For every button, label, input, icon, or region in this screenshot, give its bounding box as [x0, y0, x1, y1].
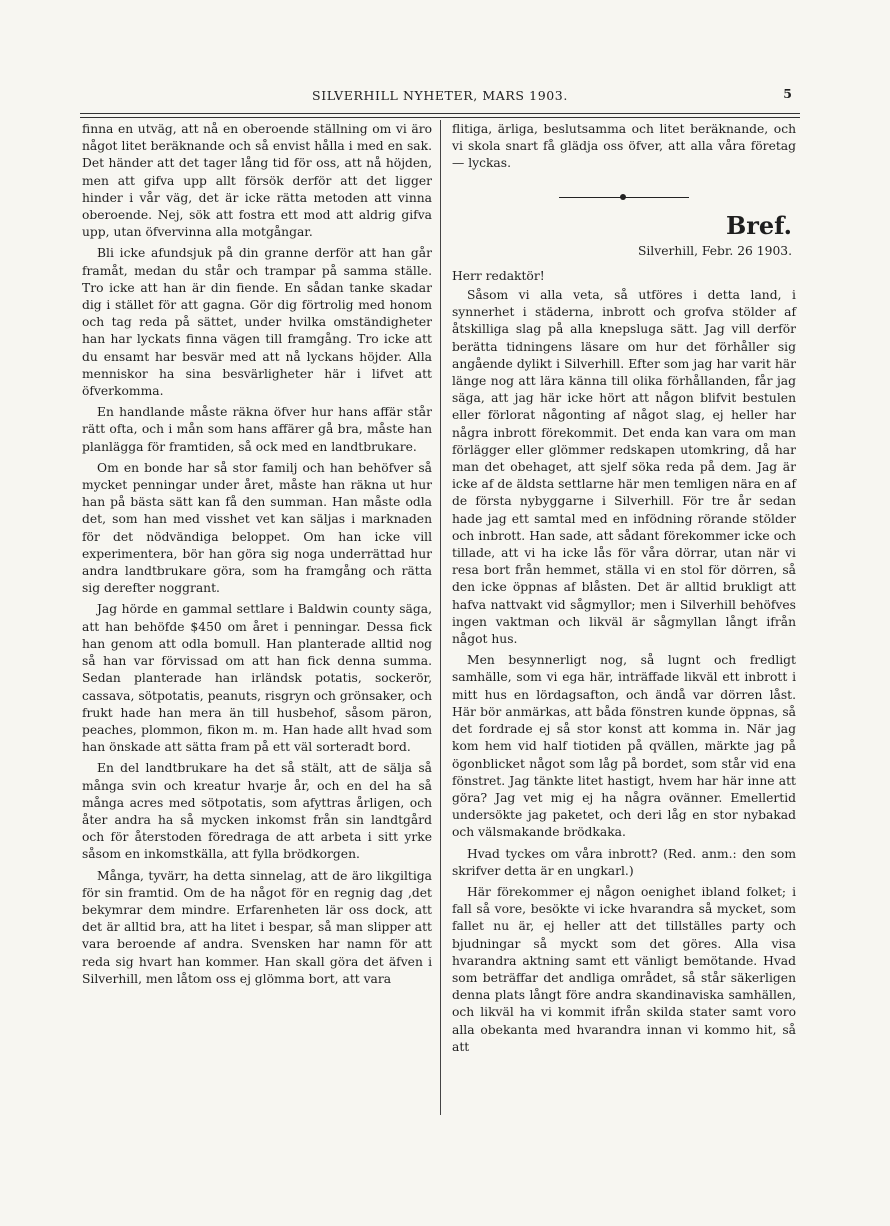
article-salutation: Herr redaktör!: [452, 268, 545, 283]
paragraph: En handlande måste räkna öfver hur hans affär står rätt ofta, och i mån som hans affärer gå bra, måste han planlägga för framtiden, så ock med en landtbrukare.: [82, 405, 432, 454]
page-header: [80, 86, 800, 110]
header-rule: [80, 113, 800, 114]
right-column: [452, 121, 796, 1060]
article-dateline: Silverhill, Febr. 26 1903.: [637, 243, 792, 258]
header-rule-secondary: [80, 117, 800, 118]
paragraph: En del landtbrukare ha det så stält, att de sälja så många svin och kreatur hvarje år, och en del ha så många acres med sötpotatis, som afyttras årligen, och åter andra ha så mycken inkomst från sin landtgård och för återstoden föredraga de att arbeta i sitt yrke såsom en inkomstkälla, att fylla brödkorgen.: [82, 761, 432, 862]
paragraph: Här förekommer ej någon oenighet ibland folket; i fall så vore, besökte vi icke hvarandra så mycket, som fallet nu är, ej heller att det tillställes party och bjudningar så myckt som det göres. Alla visa hvarandra aktning samt ett vänligt bemötande. Hvad som beträffar det andliga området, så står säkerligen denna plats långt före andra skandinaviska samhällen, och likväl ha vi kommit ifrån skilda stater samt voro alla obekanta med hvarandra innan vi kommo hit, så att: [452, 884, 796, 1054]
paragraph: Om en bonde har så stor familj och han behöfver så mycket penningar under året, måste han räkna ut hur han på bästa sätt kan få den summan. Han måste odla det, som han med visshet vet kan säljas i marknaden för det nödvändiga beloppet. Om han icke vill experimentera, bör han göra sig noga underrättad hur andra landtbrukare göra, som ha framgång och rätta sig derefter noggrant.: [82, 460, 432, 596]
page-number: 5: [783, 86, 792, 101]
left-column: [82, 121, 432, 992]
intro-paragraph: flitiga, ärliga, beslutsamma och litet beräknande, och vi skola snart få glädja oss öfver, att alla våra företag — lyckas.: [452, 122, 796, 171]
paragraph: Men besynnerligt nog, så lugnt och fredligt samhälle, som vi ega här, inträffade likväl ett inbrott i mitt hus en lördagsafton, och ändå var dörren låst. Här bör anmärkas, att båda fönstren kunde öppnas, så det fordrade ej så stor konst att komma in. När jag kom hem vid half tiotiden på qvällen, märkte jag på ögonblicket något som låg på bordet, som står vid ena fönstret. Jag tänkte litet hastigt, hvem har här inne att göra? Jag vet mig ej ha några ovänner. Emellertid undersökte jag paketet, och deri låg en stor nybakad och välsmakande brödkaka.: [452, 653, 796, 840]
article-title: Bref.: [725, 210, 792, 240]
paragraph: Jag hörde en gammal settlare i Baldwin county säga, att han behöfde $450 om året i penningar. Dessa fick han genom att odla bomull. Han planterade alltid nog så han var förvissad om att han fick denna summa. Sedan planterade han irländsk potatis, sockerör, cassava, sötpotatis, peanuts, risgryn och grönsaker, och frukt hade han mera än till husbehof, såsom päron, peaches, plommon, fikon m. m. Han hade allt hvad som han önskade att sätta fram på ett väl sorteradt bord.: [82, 602, 432, 755]
paragraph: finna en utväg, att nå en oberoende ställning om vi äro något litet beräknande och så envist hålla i med en sak. Det händer att det tager lång tid för oss, att nå höjden, men att gifva upp allt försök derför att det ligger hinder i vår väg, det är icke rätta metoden att vinna oberoende. Nej, sök att fostra ett mod att aldrig gifva upp, utan öfvervinna alla motgångar.: [82, 122, 432, 240]
paragraph: Såsom vi alla veta, så utföres i detta land, i synnerhet i städerna, inbrott och grofva stölder af åtskilliga slag på alla knepsluga sätt. Jag vill derför berätta tidningens läsare om hur det förhåller sig angående dylikt i Silverhill. Efter som jag har varit här länge nog att lära känna till olika förhållanden, får jag säga, att jag här icke hört att någon blifvit bestulen eller förlorat någonting af något slag, ej heller har några inbrott förekommit. Det enda kan vara om man förlägger eller glömmer redskapen utomkring, då har man det obehaget, att sjelf söka reda på dem. Jag är icke af de äldsta settlarne här men temligen nära en af de första nybyggarne i Silverhill. För tre år sedan hade jag ett samtal med en infödning rörande stölder och inbrott. Han sade, att sådant förekommer icke och tillade, att vi ha icke lås för våra dörrar, utan när vi resa bort från hemmet, ställa vi en stol för dörren, så den icke öppnas af blåsten. Det är alltid brukligt att hafva nattvakt vid sågmyllor; men i Silverhill behöfves ingen vaktman och likväl är sågmyllan långt ifrån något hus.: [452, 288, 796, 647]
section-divider: [559, 193, 689, 201]
paragraph: Bli icke afundsjuk på din granne derför att han går framåt, medan du står och trampar på samma ställe. Tro icke att han är din fiende. En sådan tanke skadar dig i stället för att gagna. Gör dig förtrolig med honom och tag reda på sättet, under hvilka omständigheter han har lyckats finna vägen till framgång. Tro icke att du ensamt har besvär med att nå lyckans höjder. Alla menniskor ha sina besvärligheter här i lifvet att öfverkomma.: [82, 246, 432, 399]
column-divider: [440, 120, 441, 1115]
header-title: SILVERHILL NYHETER, MARS 1903.: [312, 88, 568, 103]
paragraph: Hvad tyckes om våra inbrott? (Red. anm.: den som skrifver detta är en ungkarl.): [452, 846, 796, 878]
paragraph: Många, tyvärr, ha detta sinnelag, att de äro likgiltiga för sin framtid. Om de ha något för en regnig dag ,det bekymrar dem mindre. Erfarenheten lär oss dock, att det är alltid bra, att ha litet i bespar, så man slipper att vara beroende af andra. Svensken har namn för att reda sig hvart han kommer. Han skall göra det äfven i Silverhill, men låtom oss ej glömma bort, att vara: [82, 868, 432, 986]
